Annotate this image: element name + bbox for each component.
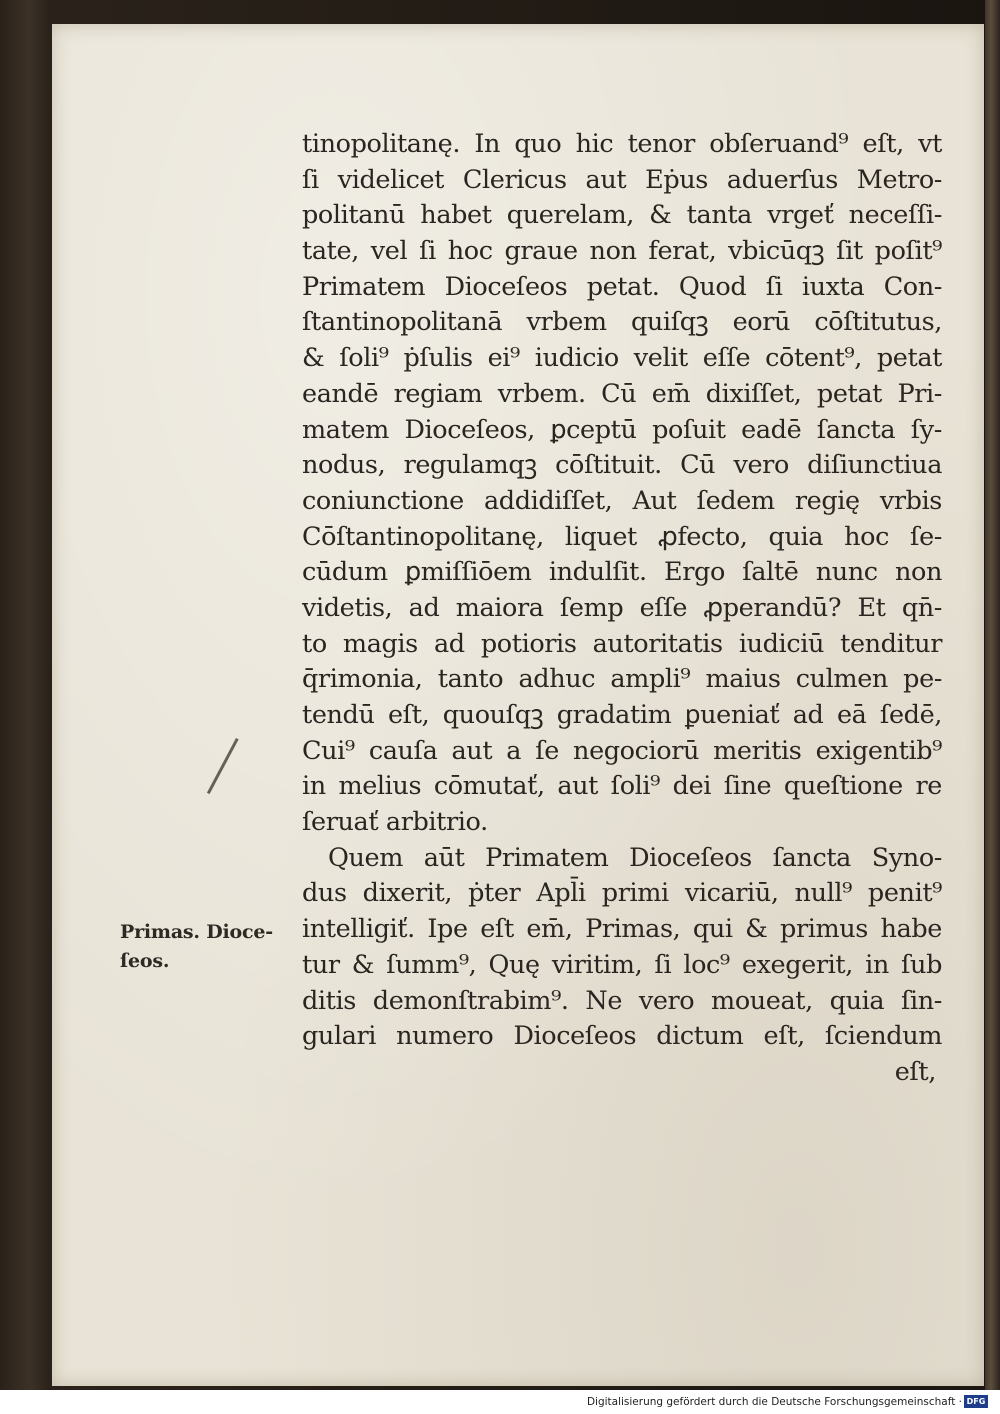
marginal-note-line: ſeos. <box>120 950 170 972</box>
text-line: intelligiť. Ipe eſt em̄, Primas, qui & primus habe <box>302 914 942 945</box>
text-line: & ſoli⁹ ṗſulis ei⁹ iudicio velit eſſe cōtent⁹, petat <box>302 343 942 374</box>
catchword: eſt, <box>894 1056 936 1087</box>
text-line: matem Dioceſeos, ꝑceptū poſuit eadē ſancta ſy- <box>302 414 942 445</box>
text-line: eandē regiam vrbem. Cū em̄ dixiſſet, petat Pri- <box>302 378 942 409</box>
main-text-block <box>302 127 942 1091</box>
text-line: tinopolitanę. In quo hic tenor obſeruand⁹ eſt, vt <box>302 129 942 159</box>
text-line: dus dixerit, ṗter Apl̄i primi vicariū, null⁹ penit⁹ <box>302 878 942 909</box>
book-binding-edge <box>985 0 1000 1390</box>
dfg-logo-icon: DFG <box>964 1395 988 1408</box>
text-line: to magis ad potioris autoritatis iudiciū tenditur <box>302 628 942 659</box>
text-line: Primatem Dioceſeos petat. Quod ſi iuxta Con- <box>302 271 942 302</box>
marginal-note-line: Primas. Dioce- <box>120 921 273 943</box>
text-line: gulari numero Dioceſeos dictum eſt, ſciendum <box>302 1021 942 1052</box>
text-line: Cōſtantinopolitanę, liquet ꝓfecto, quia hoc ſe- <box>302 521 942 552</box>
text-line: ſtantinopolitanā vrbem quiſqꝫ eorū cōſtitutus, <box>302 307 942 338</box>
marginal-note <box>120 918 295 976</box>
text-line: q̄rimonia, tanto adhuc ampli⁹ maius culmen pe- <box>302 664 942 695</box>
footer-credit: Digitalisierung gefördert durch die Deutsche Forschungsgemeinschaft · <box>586 1396 962 1408</box>
text-line: cūdum ꝑmiſſiōem indulſit. Ergo ſaltē nunc non <box>302 557 942 588</box>
text-line: tendū eſt, quouſqꝫ gradatim ꝑueniať ad eā ſedē, <box>302 700 942 730</box>
text-line: ſi videlicet Clericus aut Eṗus aduerſus Metro- <box>302 164 942 195</box>
text-line: coniunctione addidiſſet, Aut ſedem regię vrbis <box>302 485 942 516</box>
text-line: Cui⁹ cauſa aut a ſe negociorū meritis exigentib⁹ <box>302 735 942 766</box>
text-line: tate, vel ſi hoc graue non ferat, vbicūqꝫ ſit poſit⁹ <box>302 236 942 267</box>
text-line: Quem aūt Primatem Dioceſeos ſancta Syno- <box>328 842 942 873</box>
text-line: politanū habet querelam, & tanta vrgeť neceſſi- <box>302 200 942 231</box>
text-line: ditis demonſtrabim⁹. Ne vero moueat, quia ſin- <box>302 985 942 1016</box>
text-line: ſeruať arbitrio. <box>302 807 488 838</box>
text-line: nodus, regulamqꝫ cōſtituit. Cū vero diſiunctiua <box>302 450 942 481</box>
text-line: videtis, ad maiora ſemp eſſe ꝓperandū? Et qn̄- <box>302 592 942 623</box>
text-line: tur & ſumm⁹, Quę viritim, ſi loc⁹ exegerit, in ſub <box>302 949 942 980</box>
text-line: in melius cōmutať, aut ſoli⁹ dei ſine queſtione re <box>302 771 942 802</box>
